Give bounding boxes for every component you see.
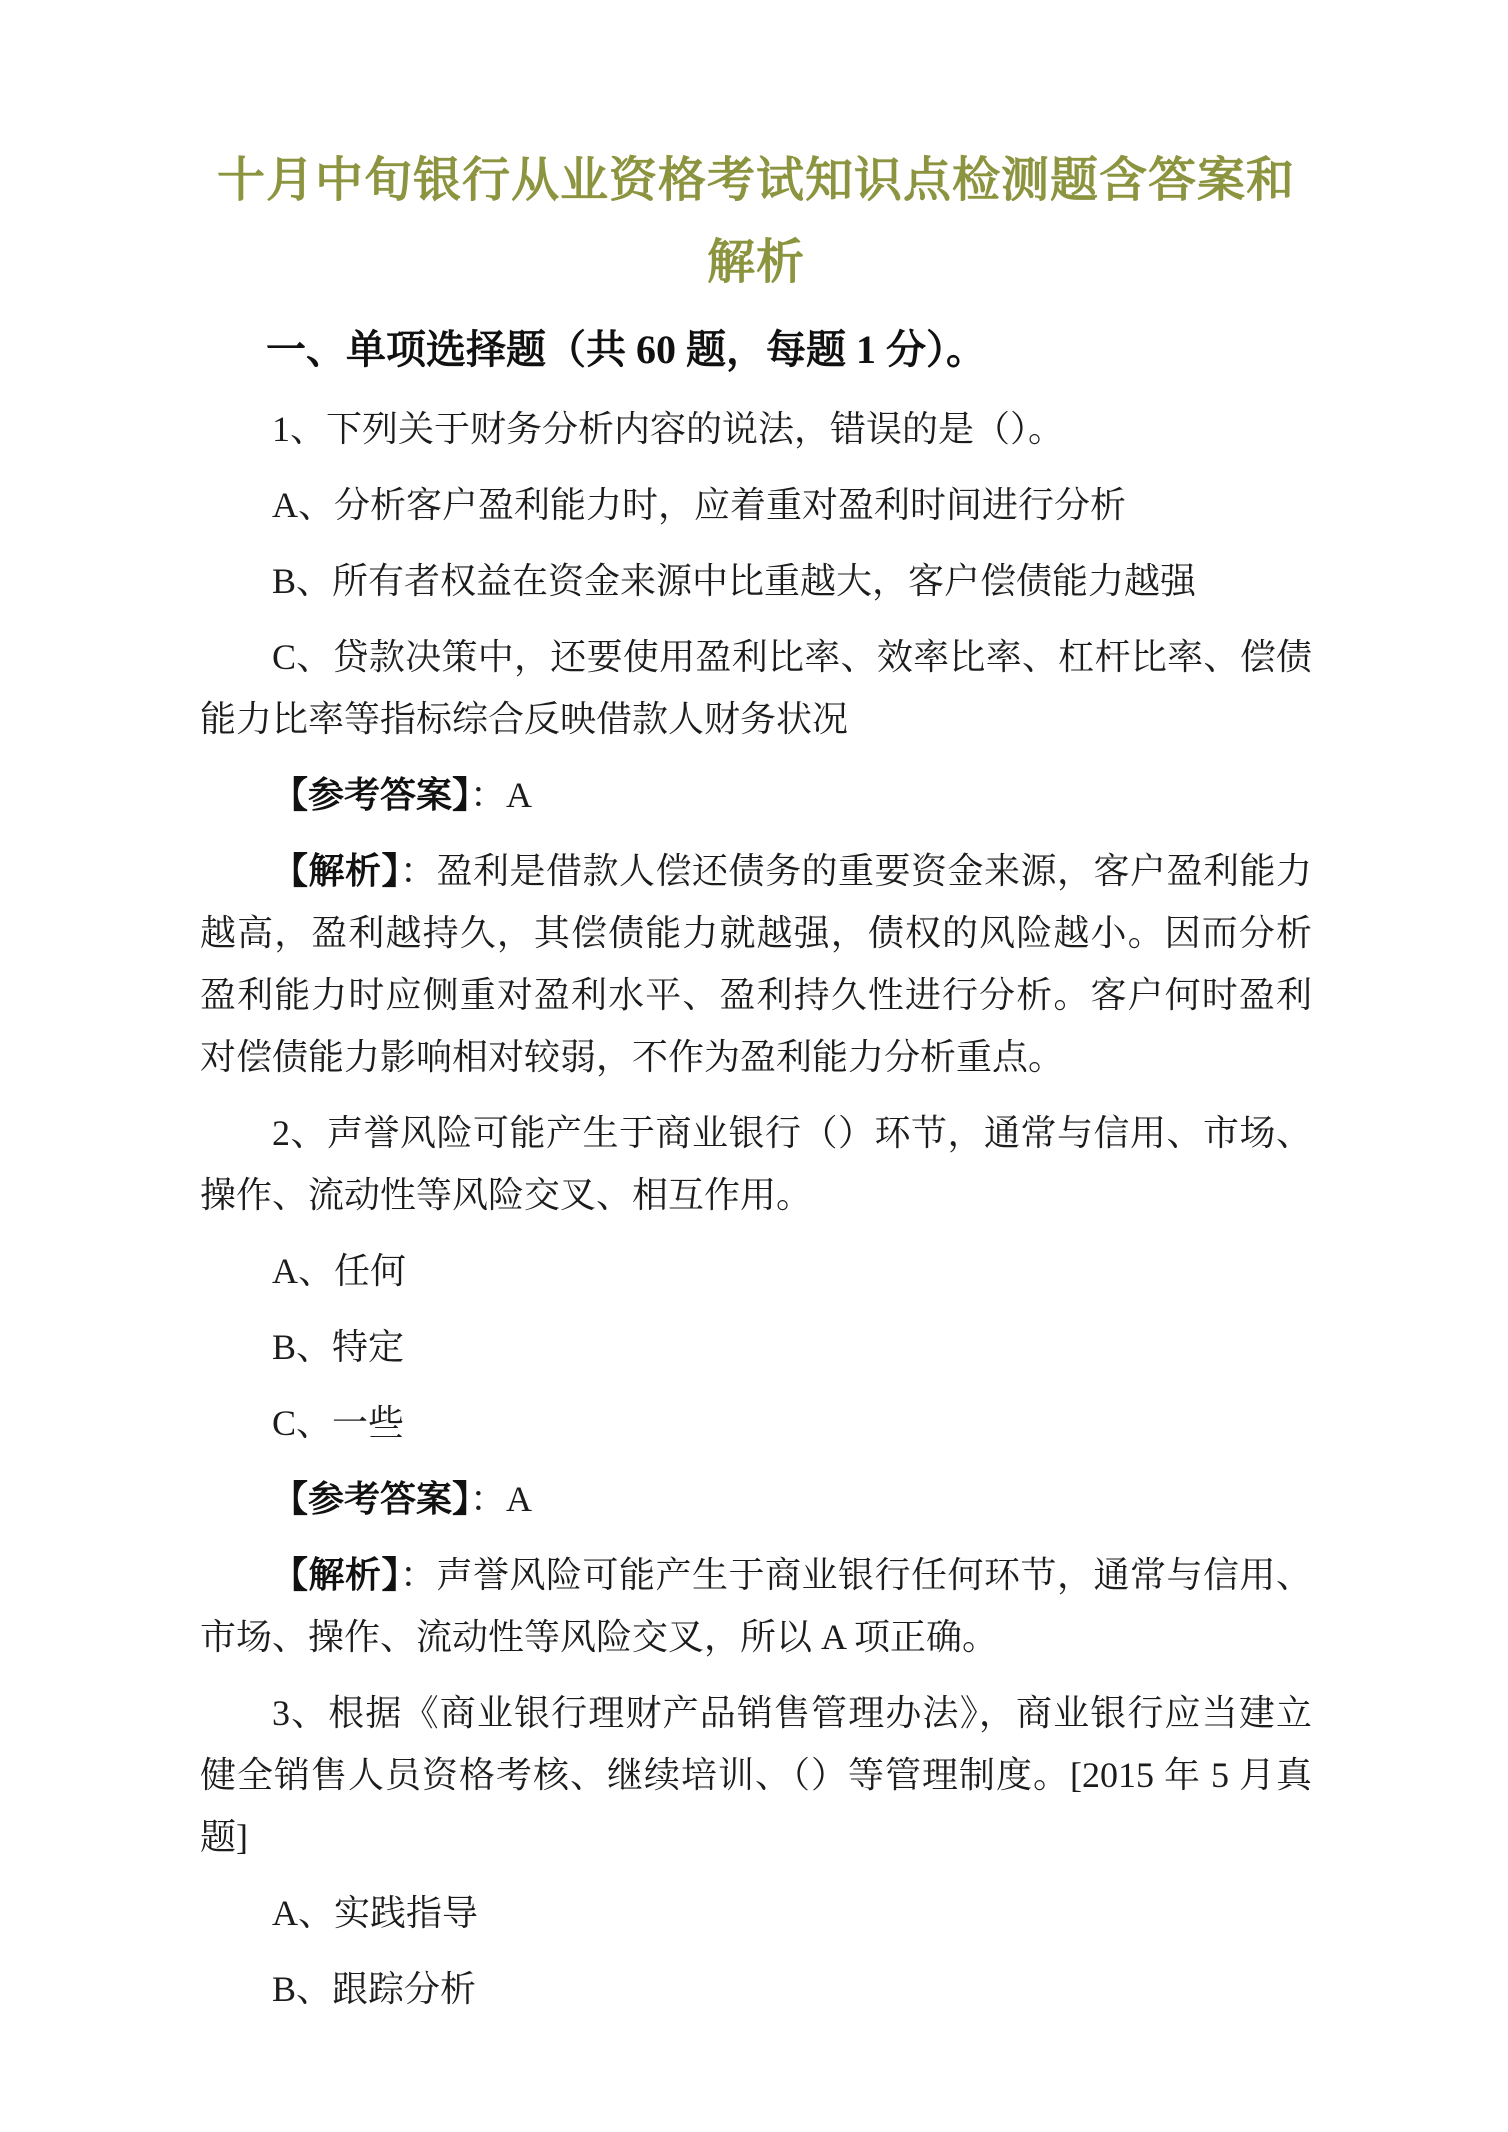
question-block-1 bbox=[200, 398, 1312, 1088]
question-2-answer-value: ：A bbox=[470, 1479, 533, 1519]
question-2-answer-line bbox=[200, 1468, 1312, 1530]
question-block-3 bbox=[200, 1682, 1312, 2020]
question-3-option-a: A、实践指导 bbox=[272, 1893, 478, 1933]
question-3-stem: 3、根据《商业银行理财产品销售管理办法》，商业银行应当建立健全销售人员资格考核、继续培训、（）等管理制度。[2015 年 5 月真题] bbox=[200, 1693, 1312, 1857]
document-title: 十月中旬银行从业资格考试知识点检测题含答案和解析 bbox=[216, 154, 1295, 289]
question-2-answer-label: 【参考答案】 bbox=[272, 1479, 471, 1519]
question-1-answer-line bbox=[200, 764, 1312, 826]
question-2-option-a: A、任何 bbox=[272, 1251, 406, 1291]
question-2-option-c: C、一些 bbox=[272, 1403, 405, 1443]
question-2-analysis-label: 【解析】 bbox=[272, 1555, 400, 1595]
question-2-option-b: B、特定 bbox=[272, 1327, 405, 1367]
question-2-analysis-text: ：声誉风险可能产生于商业银行任何环节，通常与信用、市场、操作、流动性等风险交叉，所以 A 项正确。 bbox=[200, 1555, 1312, 1657]
question-1-option-b: B、所有者权益在资金来源中比重越大，客户偿债能力越强 bbox=[272, 561, 1197, 601]
question-1-analysis-line bbox=[200, 840, 1312, 1088]
question-2-analysis-line bbox=[200, 1544, 1312, 1668]
section-heading: 一、单项选择题（共 60 题，每题 1 分）。 bbox=[266, 327, 986, 372]
question-2-stem: 2、声誉风险可能产生于商业银行（）环节，通常与信用、市场、操作、流动性等风险交叉、相互作用。 bbox=[200, 1113, 1312, 1215]
question-1-answer-label: 【参考答案】 bbox=[272, 775, 471, 815]
question-1-option-c: C、贷款决策中，还要使用盈利比率、效率比率、杠杆比率、偿债能力比率等指标综合反映借款人财务状况 bbox=[200, 637, 1312, 739]
question-1-answer-value: ：A bbox=[470, 775, 533, 815]
question-3-option-b: B、跟踪分析 bbox=[272, 1969, 477, 2009]
question-1-analysis-text: ：盈利是借款人偿还债务的重要资金来源，客户盈利能力越高，盈利越持久，其偿债能力就越强，债权的风险越小。因而分析盈利能力时应侧重对盈利水平、盈利持久性进行分析。客户何时盈利对偿债能力影响相对较弱，不作为盈利能力分析重点。 bbox=[200, 851, 1312, 1077]
question-1-option-a: A、分析客户盈利能力时，应着重对盈利时间进行分析 bbox=[272, 485, 1126, 525]
question-1-stem: 1、下列关于财务分析内容的说法，错误的是（）。 bbox=[272, 409, 1065, 449]
question-block-2 bbox=[200, 1102, 1312, 1668]
question-1-analysis-label: 【解析】 bbox=[272, 851, 400, 891]
